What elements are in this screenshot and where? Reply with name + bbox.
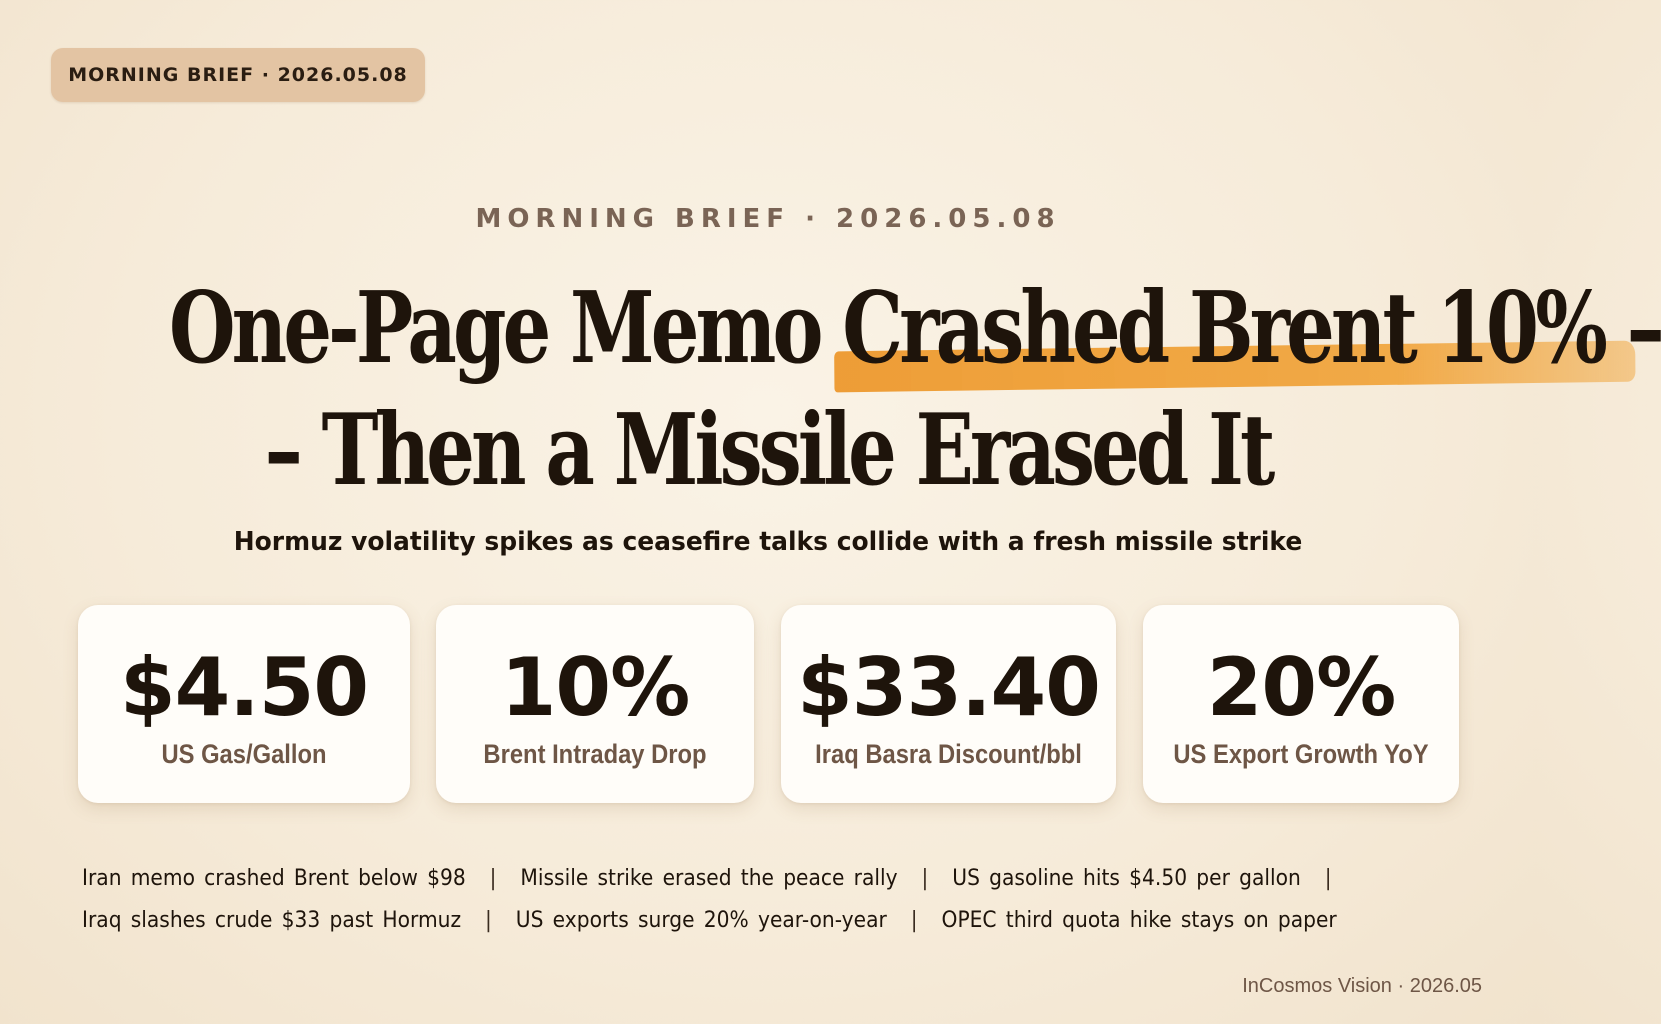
stat-value: $33.40 [797,641,1100,734]
ticker-row-1 [82,866,1370,891]
subtitle: Hormuz volatility spikes as ceasefire talks collide with a fresh missile strike [233,527,1303,557]
stat-value: 20% [1206,641,1396,734]
stat-label: US Export Growth YoY [1173,739,1429,769]
ticker-item: Missile strike erased the peace rally [520,866,898,891]
ticker-item: US exports surge 20% year-on-year [515,908,887,933]
headline-part-2: – [1603,271,1661,386]
headline-line-1 [168,268,1661,390]
ticker-item: Iran memo crashed Brent below $98 [82,866,466,891]
ticker-separator: | [921,866,929,891]
ticker-item: US gasoline hits $4.50 per gallon [952,866,1301,891]
stat-label: US Gas/Gallon [161,739,327,769]
ticker-separator: | [485,908,492,933]
date-badge: MORNING BRIEF · 2026.05.08 [51,48,425,102]
headline-line-2: – Then a Missile Erased It [264,393,1272,508]
headline [168,268,1661,512]
headline-part-1: One-Page Memo [168,271,843,386]
headline-highlight: Crashed Brent 10% [842,268,1604,390]
ticker-item: OPEC third quota hike stays on paper [941,908,1337,933]
stat-card-export-growth [1143,605,1459,803]
ticker-separator: | [489,866,497,891]
stat-card-brent-drop [436,605,754,803]
ticker-row-2 [82,908,1370,933]
stat-value: 10% [500,641,690,734]
stat-value: $4.50 [119,641,369,734]
footer-credit: InCosmos Vision · 2026.05 [1242,975,1482,997]
stat-label: Iraq Basra Discount/bbl [815,739,1082,769]
kicker: MORNING BRIEF · 2026.05.08 [475,204,1061,234]
stat-label: Brent Intraday Drop [483,739,707,769]
ticker-separator: | [1324,866,1332,891]
stat-card-gas [78,605,410,803]
ticker-separator: | [910,908,918,933]
ticker-item: Iraq slashes crude $33 past Hormuz [82,908,462,933]
stat-card-basra-discount [781,605,1116,803]
